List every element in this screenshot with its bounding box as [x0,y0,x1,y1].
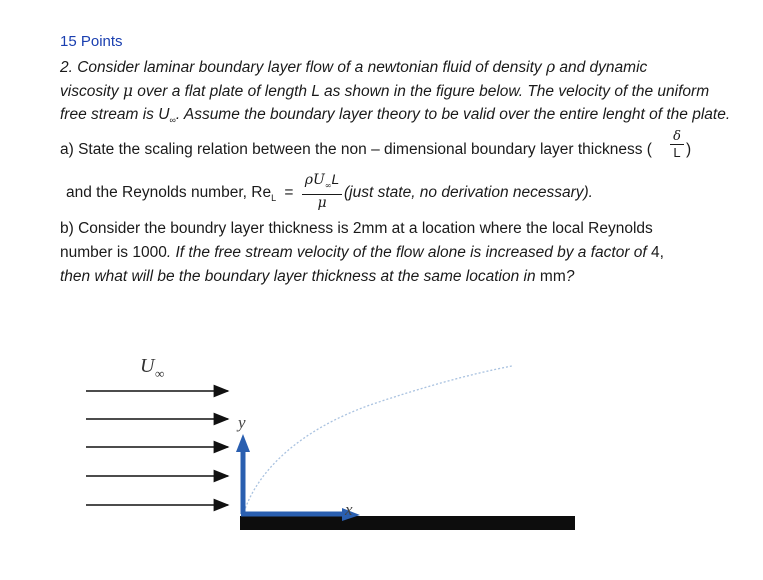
delta-over-L-fraction: δ L [668,130,686,159]
question-line-3: free stream is $U_\infty$. Assume the boundary layer theory to be valid over the entire lenght of the plate. [60,106,731,126]
points-label: 15 Points [60,33,123,50]
part-a-paren-close: ) [686,141,692,158]
x-axis-label: x [345,500,353,519]
boundary-layer-curve [244,366,512,512]
part-b-line-2: number is 1000. If the free stream velocity of the flow alone is increased by a factor of 4, [60,244,664,261]
boundary-layer-diagram [0,330,763,580]
y-axis-label: y [238,413,246,432]
flat-plate [240,516,575,530]
freestream-label: U [140,355,155,377]
part-b-line-3: then what will be the boundary layer thickness at the same location in mm? [60,268,575,285]
part-a-line-1: a) State the scaling relation between the non – dimensional boundary layer thickness ( [60,141,652,158]
y-axis-arrowhead [236,434,250,452]
velocity-arrows [86,391,228,505]
freestream-sub: ∞ [155,366,165,381]
question-line-1: 2. Consider laminar boundary layer flow of a newtonian fluid of density ρ and dynamic [60,58,648,76]
part-a-note: (just state, no derivation necessary). [344,184,593,201]
part-a-line-2: and the Reynolds number, $Re_L$ = [66,184,294,204]
reynolds-fraction: $\rho U_\infty L$ μ [302,172,342,211]
mu-symbol: μ [122,82,133,100]
question-line-2: viscosity μ over a flat plate of length L as shown in the figure below. The velocity of the uniform [60,82,710,100]
part-b-line-1: b) Consider the boundry layer thickness is 2mm at a location where the local Reynolds [60,220,653,237]
rho-symbol: ρ [545,58,556,76]
